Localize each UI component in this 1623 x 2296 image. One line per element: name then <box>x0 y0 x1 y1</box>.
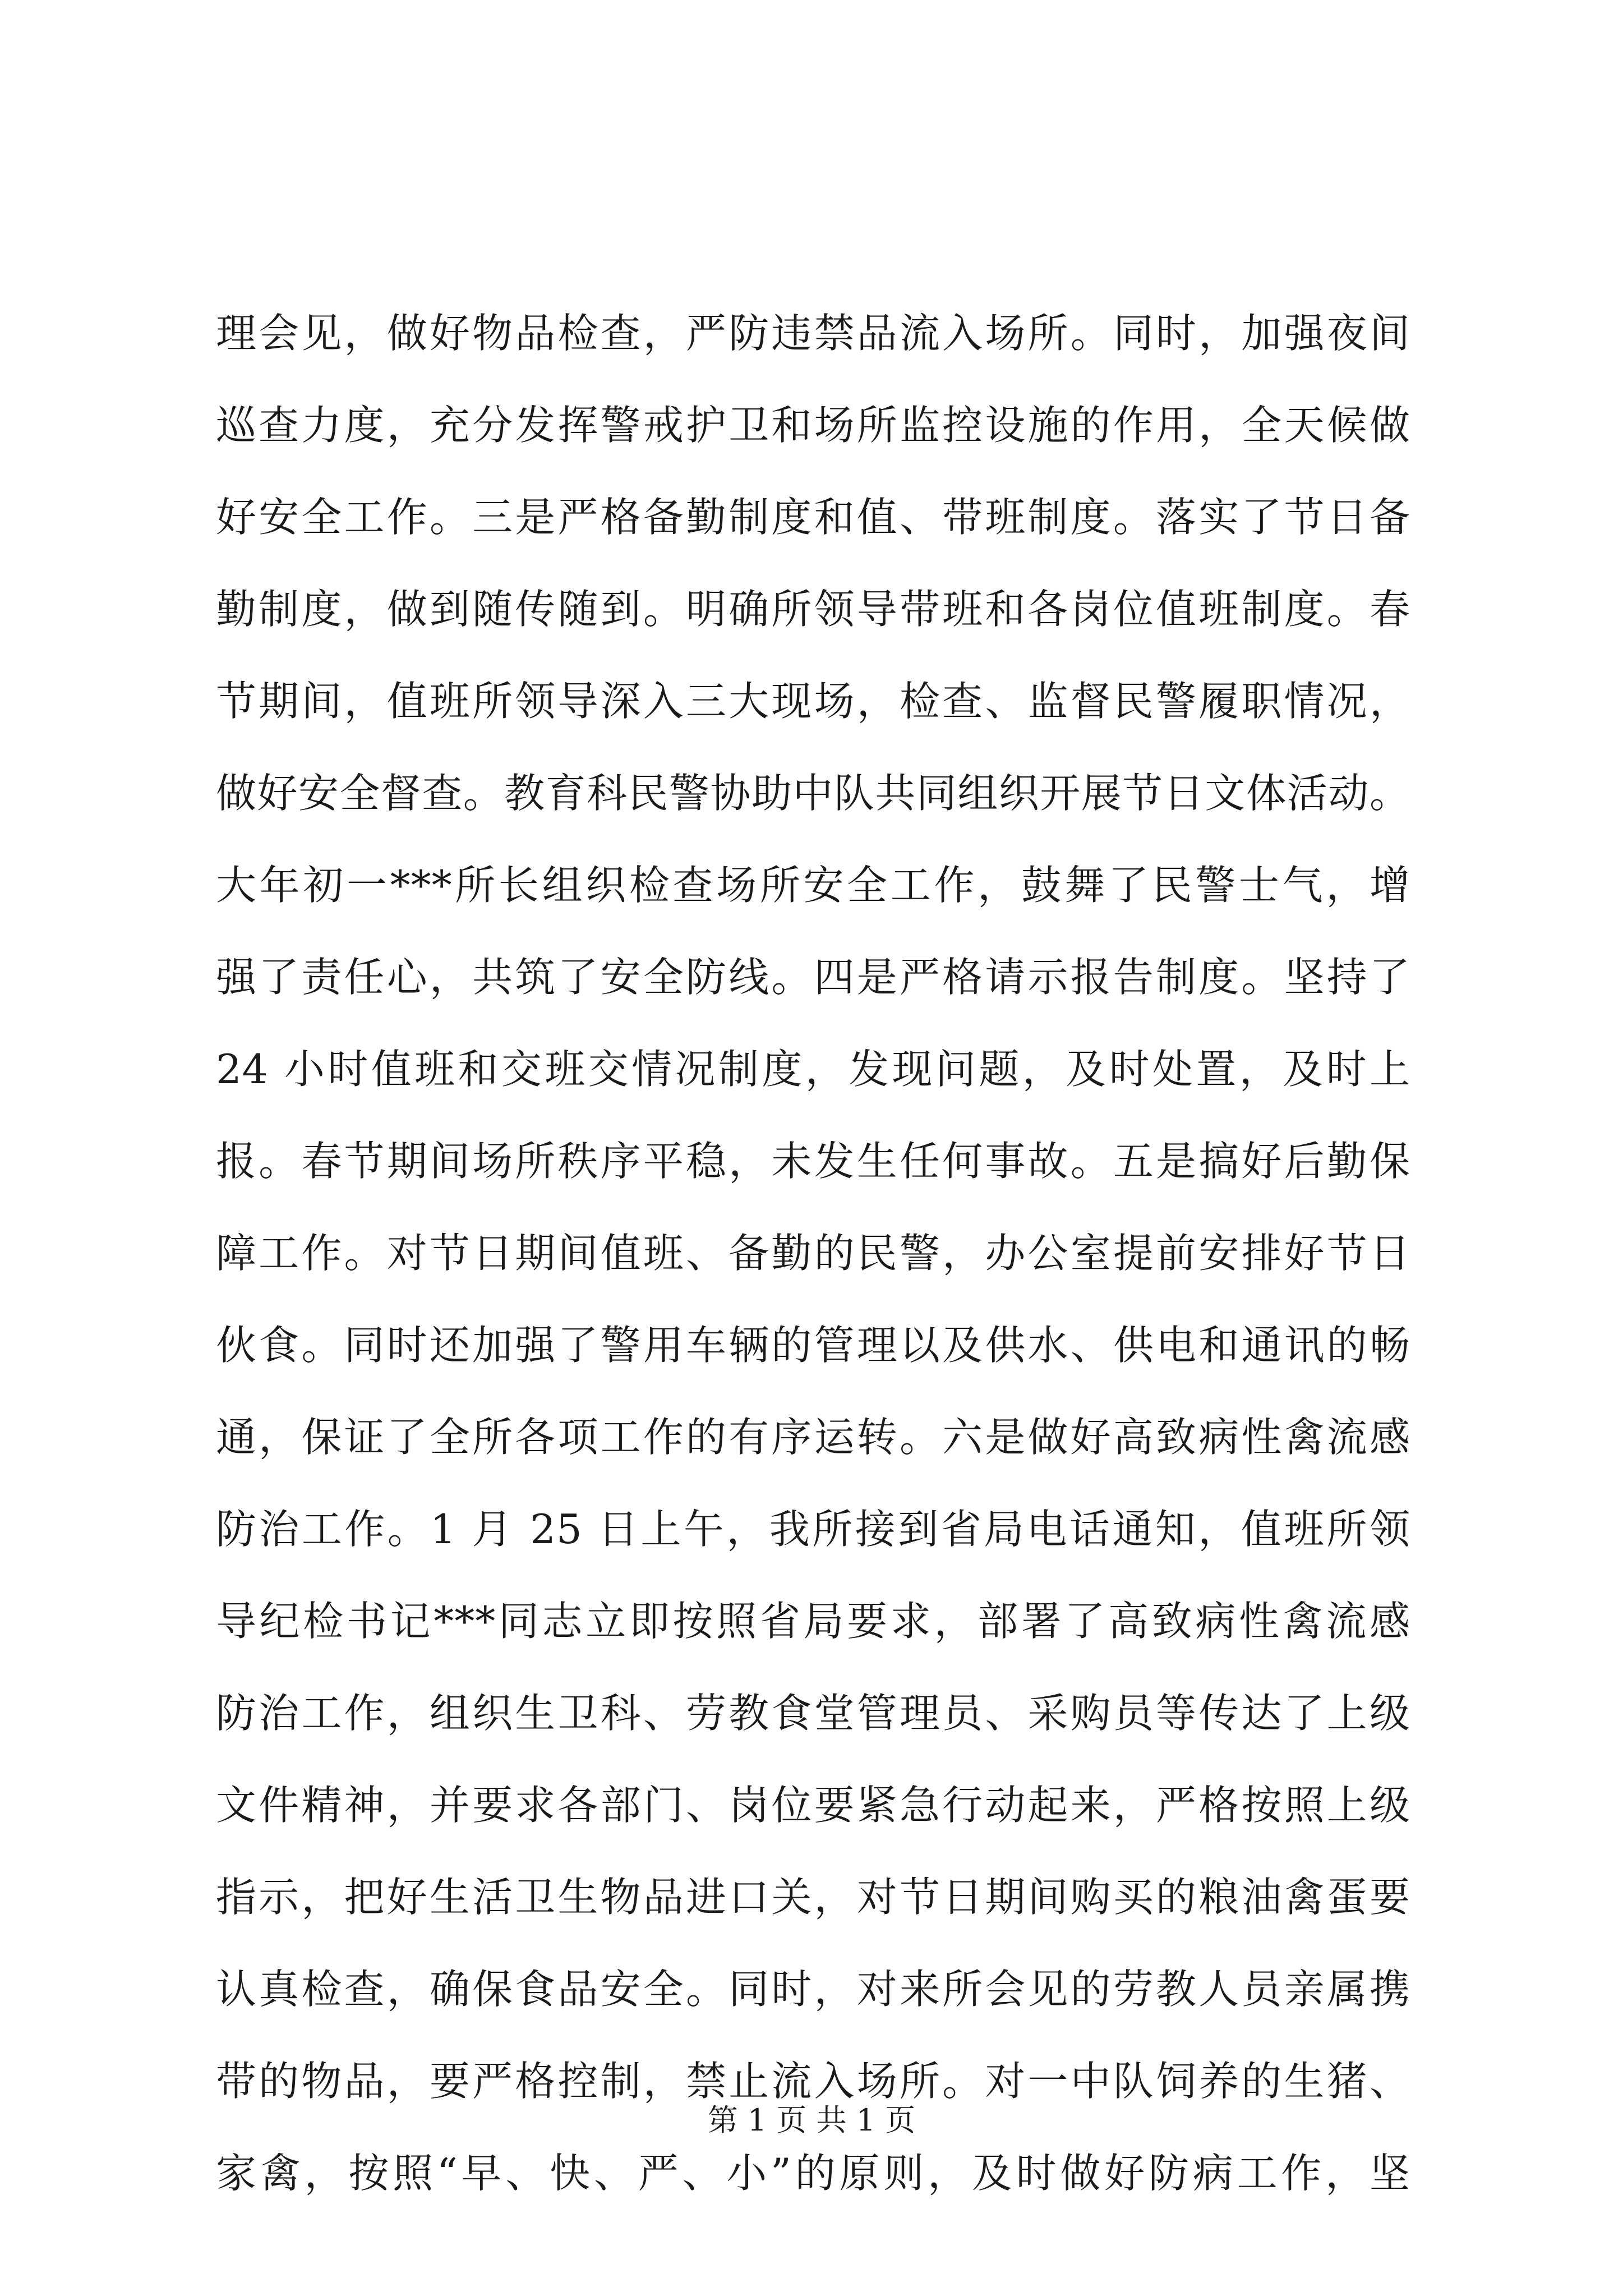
text-line: 防治工作，组织生卫科、劳教食堂管理员、采购员等传达了上级 <box>216 1690 1410 1737</box>
text-line: 理会见，做好物品检查，严防违禁品流入场所。同时，加强夜间 <box>216 310 1410 357</box>
text-line: 强了责任心，共筑了安全防线。四是严格请示报告制度。坚持了 <box>216 954 1410 1001</box>
text-line: 大年初一***所长组织检查场所安全工作，鼓舞了民警士气，增 <box>216 862 1410 909</box>
text-line: 勤制度，做到随传随到。明确所领导带班和各岗位值班制度。春 <box>216 586 1410 633</box>
text-line: 伙食。同时还加强了警用车辆的管理以及供水、供电和通讯的畅 <box>216 1322 1410 1369</box>
text-line: 报。春节期间场所秩序平稳，未发生任何事故。五是搞好后勤保 <box>216 1138 1410 1185</box>
text-line: 做好安全督查。教育科民警协助中队共同组织开展节日文体活动。 <box>216 770 1410 817</box>
text-line: 巡查力度，充分发挥警戒护卫和场所监控设施的作用，全天候做 <box>216 402 1410 449</box>
text-line: 认真检查，确保食品安全。同时，对来所会见的劳教人员亲属携 <box>216 1966 1410 2013</box>
body-text <box>216 287 1410 2219</box>
text-line: 家禽，按照“早、快、严、小”的原则，及时做好防病工作，坚 <box>216 2150 1410 2197</box>
page-footer: 第 1 页 共 1 页 <box>707 2102 916 2138</box>
text-line: 通，保证了全所各项工作的有序运转。六是做好高致病性禽流感 <box>216 1414 1410 1461</box>
text-line: 好安全工作。三是严格备勤制度和值、带班制度。落实了节日备 <box>216 494 1410 541</box>
text-line: 文件精神，并要求各部门、岗位要紧急行动起来，严格按照上级 <box>216 1782 1410 1829</box>
text-line: 带的物品，要严格控制，禁止流入场所。对一中队饲养的生猪、 <box>216 2058 1410 2105</box>
text-line: 24 小时值班和交班交情况制度，发现问题，及时处置，及时上 <box>216 1046 1410 1093</box>
text-line: 防治工作。1 月 25 日上午，我所接到省局电话通知，值班所领 <box>216 1506 1410 1553</box>
text-line: 障工作。对节日期间值班、备勤的民警，办公室提前安排好节日 <box>216 1230 1410 1277</box>
text-line: 导纪检书记***同志立即按照省局要求，部署了高致病性禽流感 <box>216 1598 1410 1645</box>
text-line: 节期间，值班所领导深入三大现场，检查、监督民警履职情况， <box>216 678 1410 725</box>
text-line: 指示，把好生活卫生物品进口关，对节日期间购买的粮油禽蛋要 <box>216 1874 1410 1921</box>
